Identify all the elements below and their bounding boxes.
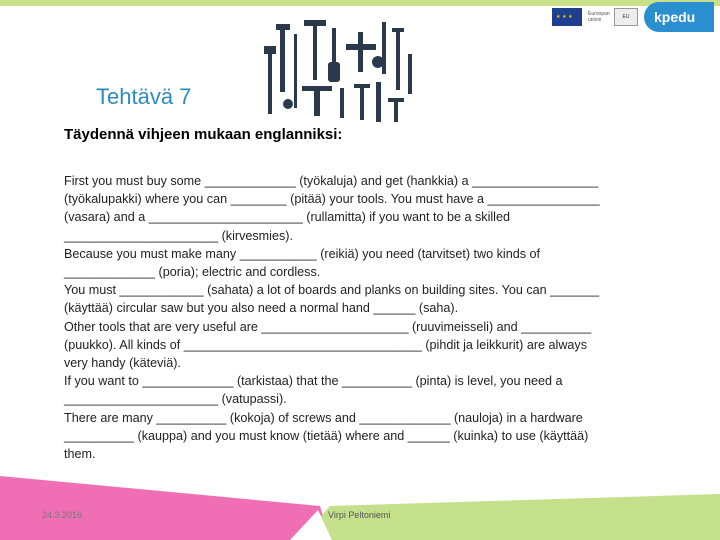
ekp-logo: EU [614, 8, 638, 26]
exercise-line: ______________________ (kirvesmies). [64, 228, 293, 243]
footer-author: Virpi Peltoniemi [328, 510, 391, 520]
exercise-line: Other tools that are very useful are _____________________ (ruuvimeisseli) and __________ [64, 319, 592, 334]
exercise-line: very handy (käteviä). [64, 356, 181, 371]
exercise-line: First you must buy some _____________ (työkaluja) and get (hankkia) a __________________ [64, 174, 599, 188]
exercise-line: (vasara) and a ______________________ (rullamitta) if you want to be a skilled [64, 210, 510, 225]
exercise-line: (puukko). All kinds of __________________________________ (pihdit ja leikkurit) are always [64, 337, 588, 352]
footer-date: 24.3.2016 [42, 510, 83, 520]
exercise-line: _____________ (poria); electric and cordless. [64, 265, 321, 280]
exercise-line: You must ____________ (sahata) a lot of boards and planks on building sites. You can _______ [64, 283, 600, 298]
kpedu-logo: kpedu [644, 2, 714, 32]
tool-board-illustration [258, 14, 418, 130]
exercise-line: ______________________ (vatupassi). [64, 392, 287, 407]
exercise-line: (työkalupakki) where you can ________ (pitää) your tools. You must have a ________________ [64, 192, 600, 207]
header-logos [552, 2, 714, 32]
exercise-line: There are many __________ (kokoja) of screws and _____________ (nauloja) in a hardware [64, 410, 583, 425]
exercise-text [64, 172, 674, 463]
exercise-line: If you want to _____________ (tarkistaa) that the __________ (pinta) is level, you need a [64, 374, 563, 389]
exercise-line: Because you must make many ___________ (reikiä) you need (tarvitset) two kinds of [64, 246, 541, 261]
exercise-line: (käyttää) circular saw but you also need a normal hand ______ (saha). [64, 301, 459, 316]
eu-flag-icon [552, 8, 582, 26]
task-instruction: Täydennä vihjeen mukaan englanniksi: [64, 126, 343, 143]
footer-decoration [0, 476, 720, 540]
slide-title: Tehtävä 7 [96, 84, 192, 109]
exercise-line: them. [64, 447, 96, 462]
eu-logo-text: Euroopan unioni [588, 11, 610, 23]
exercise-line: __________ (kauppa) and you must know (tietää) where and ______ (kuinka) to use (käyttää) [64, 428, 589, 443]
